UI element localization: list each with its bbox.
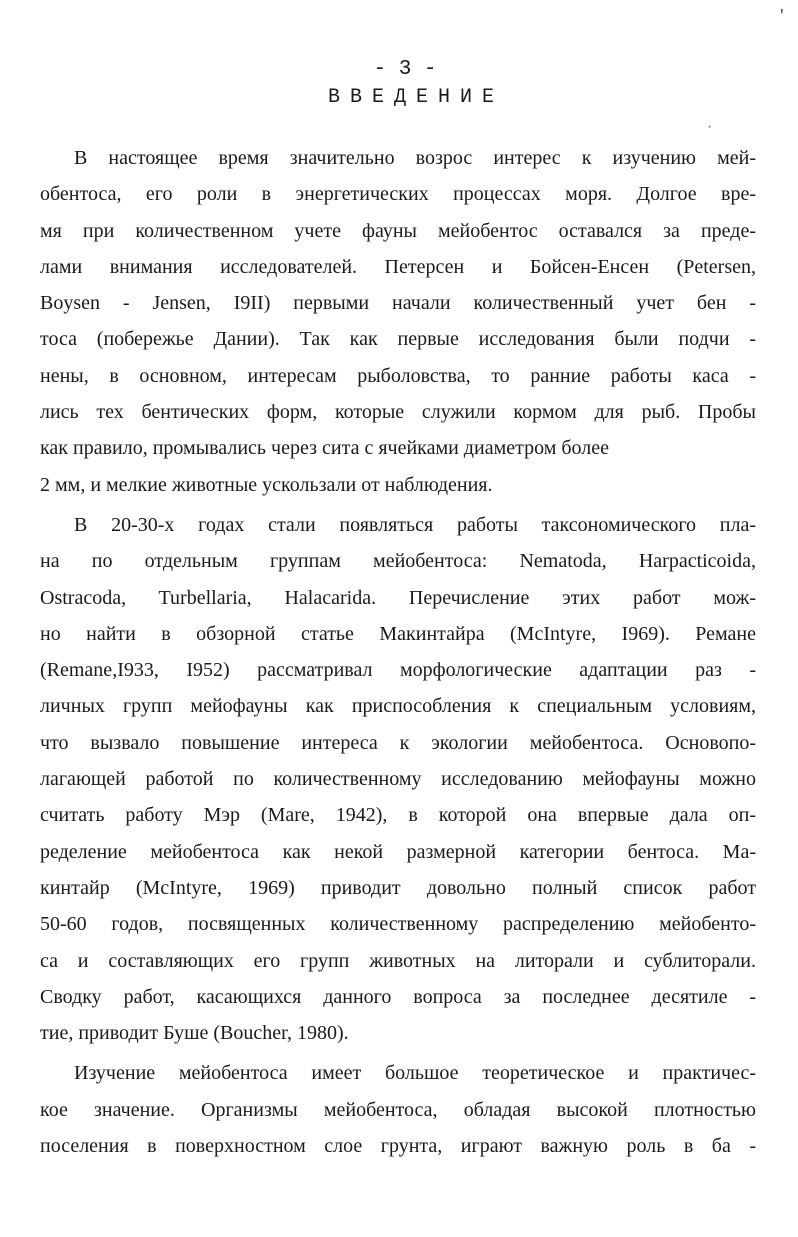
body-text xyxy=(40,140,756,1164)
text-line: 2 мм, и мелкие животные ускользали от наблюдения. xyxy=(40,473,493,496)
text-line: ределение мейобентоса как некой размерной категории бентоса. Ма- xyxy=(40,840,756,863)
text-line: личных групп мейофауны как приспособления к специальным условиям, xyxy=(40,695,756,718)
text-line: поселения в поверхностном слое грунта, играют важную роль в ба - xyxy=(40,1135,756,1158)
text-line: кинтайр (McIntyre, 1969) приводит довольно полный список работ xyxy=(40,876,756,899)
text-line: считать работу Мэр (Mare, 1942), в которой она впервые дала оп- xyxy=(40,804,756,827)
text-line: са и составляющих его групп животных на литорали и сублиторали. xyxy=(40,949,756,972)
text-line: на по отдельным группам мейобентоса: Nematoda, Harpacticoida, xyxy=(40,550,756,573)
text-line: кое значение. Организмы мейобентоса, обладая высокой плотностью xyxy=(40,1098,756,1121)
text-line: обентоса, его роли в энергетических процессах моря. Долгое вре- xyxy=(40,183,756,206)
text-line: Сводку работ, касающихся данного вопроса за последнее десятиле - xyxy=(40,985,756,1008)
text-line: мя при количественном учете фауны мейобентос оставался за преде- xyxy=(40,219,756,242)
text-line: как правило, промывались через сита с ячейками диаметром более xyxy=(40,437,610,460)
text-line: Boysen - Jensen, I9II) первыми начали количественный учет бен - xyxy=(40,292,756,315)
stray-mark-icon: · xyxy=(706,120,714,134)
text-line: (Remane,I933, I952) рассматривал морфологические адаптации раз - xyxy=(40,659,756,682)
text-line: В настоящее время значительно возрос интерес к изучению мей- xyxy=(74,147,756,169)
section-heading: ВВЕДЕНИЕ xyxy=(327,86,504,109)
text-line: но найти в обзорной статье Макинтайра (McIntyre, I969). Ремане xyxy=(40,622,756,645)
corner-mark: ' xyxy=(777,8,786,24)
text-line: лагающей работой по количественному исследованию мейофауны можно xyxy=(40,768,756,791)
text-line: тоса (побережье Дании). Так как первые исследования были подчи - xyxy=(40,328,756,351)
text-line: что вызвало повышение интереса к экологии мейобентоса. Основопо- xyxy=(40,731,756,754)
page-number: - 3 - xyxy=(373,58,437,81)
text-line: нены, в основном, интересам рыболовства, то ранние работы каса - xyxy=(40,364,756,387)
text-line: Ostracoda, Turbellaria, Halacarida. Перечисление этих работ мож- xyxy=(40,586,756,609)
text-line: лами внимания исследователей. Петерсен и Бойсен-Енсен (Petersen, xyxy=(40,255,756,278)
text-line: В 20-30-х годах стали появляться работы таксономического пла- xyxy=(74,513,756,536)
text-line: 50-60 годов, посвященных количественному распределению мейобенто- xyxy=(40,913,756,936)
text-line: тие, приводит Буше (Boucher, 1980). xyxy=(40,1022,349,1045)
text-line: Изучение мейобентоса имеет большое теоретическое и практичес- xyxy=(74,1062,756,1085)
text-line: лись тех бентических форм, которые служили кормом для рыб. Пробы xyxy=(40,401,756,424)
